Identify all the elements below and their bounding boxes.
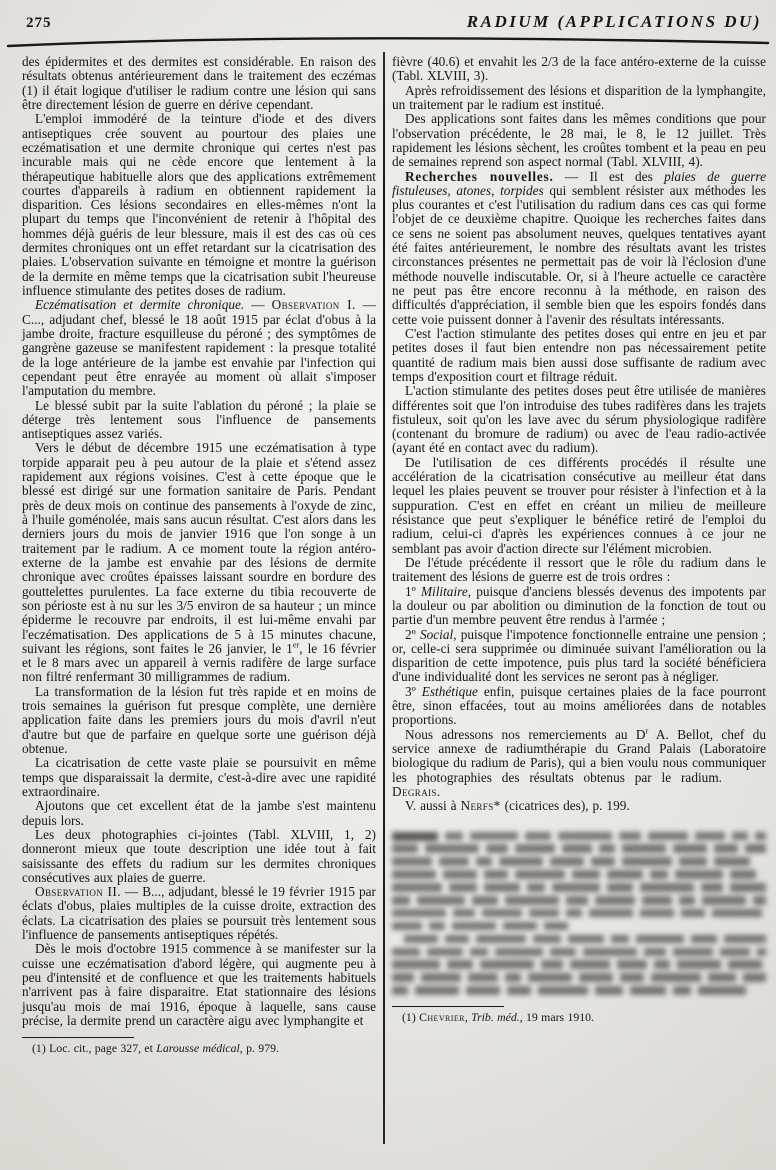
text-run: — Il est des: [553, 168, 665, 184]
paragraph: [392, 55, 766, 84]
text-run: Chevrier: [419, 1010, 465, 1025]
text-run: (cicatrices des), p. 199.: [500, 798, 630, 814]
footnote-left: [22, 1042, 376, 1056]
footnote-rule: [392, 1006, 504, 1007]
text-run: Esthétique: [421, 683, 478, 699]
text-run: ,: [464, 1010, 472, 1025]
text-run: A. Bellot, chef du service annexe de radiumthérapie du Grand Palais (Laboratoire biologique du radium de Paris), qui a bien voulu nous communiquer les photographies des résultats obtenus par le radium.: [392, 726, 766, 785]
paragraph: [392, 170, 766, 327]
column-divider: [383, 52, 385, 1144]
text-run: Le blessé subit par la suite l'ablation du péroné ; la plaie se déterge très lentement sous l'influence de pansements antiseptiques assez variés.: [22, 397, 376, 442]
text-run: , p. 979.: [239, 1041, 279, 1056]
paragraph: [392, 728, 766, 800]
text-run: plaies de guerre fistuleuses, atones, torpides: [392, 168, 766, 198]
text-run: r: [645, 726, 649, 736]
text-run: Recherches nouvelles.: [405, 168, 554, 184]
text-run: L'action stimulante des petites doses peut être utilisée de manières différentes soit que l'on introduise des tubes radifères dans les trajets fistuleux, soit qu'on les lave avec du sérum physiologique radifère (contenant du bromure de radium) ou avec de l'eau radio-activée (ayant été en contact avec du radium).: [392, 383, 766, 456]
text-run: Les deux photographies ci-jointes (Tabl. XLVIII, 1, 2) donneront mieux que toute description une idée tout à fait saisissante des effets du radium sur les dermites chroniques consécutives aux plaies de guerre.: [22, 826, 376, 885]
text-run: (1) Loc. cit., page 327, et: [32, 1041, 157, 1056]
text-run: La cicatrisation de cette vaste plaie se poursuivit en même temps que disparaissait la dermite, c'est-à-dire avec une rapidité extraordinaire.: [22, 755, 376, 799]
footnote-right: [392, 1011, 766, 1025]
paragraph: [392, 628, 766, 685]
text-run: 2º: [405, 626, 420, 642]
paragraph: [392, 384, 766, 456]
text-run: enfin, puisque certaines plaies de la face pourront être, sinon effacées, tout au moins améliorées dans de notables proportions.: [392, 683, 766, 728]
text-run: Dès le mois d'octobre 1915 commence à se manifester sur la cuisse une eczématisation d'abord légère, qui augmente peu à peu d'intensité et de confluence et que les traitements habituels n'arrivent pas à faire disparaitre. Etat stationnaire des lésions jusqu'au mois de mai 1916, époque à laquelle, sans cause précise, la dermite prend un caractère aigu avec lymphangite et: [22, 941, 376, 1028]
text-run: Après refroidissement des lésions et disparition de la lymphangite, un traitement par le radium est institué.: [392, 82, 766, 112]
paragraph: [392, 585, 766, 628]
text-run: 1º: [405, 583, 421, 599]
text-run: (1): [402, 1010, 420, 1025]
text-run: Observation II.: [35, 884, 121, 900]
paragraph: [22, 942, 376, 1028]
page-title: RADIUM (APPLICATIONS DU): [466, 12, 762, 31]
header-rule: [4, 34, 772, 50]
text-run: C'est l'action stimulante des petites doses qui entre en jeu et par petites doses il faut bien entendre non pas nécessairement petite quantité de radium mais bien aussi dose suffisante de radium avec temps d'exposition court et filtrage réduit.: [392, 325, 766, 384]
left-column: [22, 55, 376, 1056]
text-run: Degrais.: [392, 783, 441, 799]
page-number: 275: [26, 15, 52, 31]
footnote-rule: [22, 1037, 134, 1038]
text-run: , puisque d'anciens blessés devenus des impotents par la douleur ou par abolition ou diminution de la fonction de tout ou partie d'un membre peuvent être rendus à l'armée ;: [392, 583, 766, 628]
text-run: Observation I.: [271, 297, 356, 313]
paragraph: [392, 112, 766, 169]
text-run: Ajoutons que cet excellent état de la jambe s'est maintenu depuis lors.: [22, 798, 376, 828]
text-run: De l'étude précédente il ressort que le rôle du radium dans le traitement des lésions de guerre est de trois ordres :: [392, 554, 766, 585]
paragraph: [392, 84, 766, 113]
paragraph: [22, 756, 376, 799]
text-run: — B..., adjudant, blessé le 19 février 1915 par éclats d'obus, plaies multiples de la cuisse droite, extraction des éclats. La cicatrisation des plaies se poursuit très lentement sous l'influence de pansements antiseptiques répétés.: [22, 884, 376, 943]
text-run: Vers le début de décembre 1915 une eczématisation à type torpide apparait peu à peu autour de la plaie et s'étend assez rapidement aux régions voisines. C'est à cette époque que le blessé est dirigé sur une formation sanitaire de Paris. Pendant près de deux mois on continue des pansements à l'oxyde de zinc, à l'huile goménolée, mais sans aucun résultat. C'est alors dans les derniers jours du mois de janvier 1916 que l'on songe à un traitement par le radium. A ce moment toute la région antéro-externe de la jambe est envahie par des lésions de dermite chronique avec croûtes épaisses laissant sourdre en bordure des gouttelettes purulentes. La face externe du tibia recouverte de son périoste est à nu sur les 3/5 environ de sa hauteur ; un mince épiderme le recouvre par endroits, il est lui-même envahi par l'eczématisation. Des applications de 5 à 15 minutes chacune, suivant les régions, sont faites le 26 janvier, le 1: [22, 440, 376, 656]
paragraph: [22, 399, 376, 442]
paragraph: [22, 441, 376, 684]
page-header: [26, 12, 762, 32]
text-run: Nous adressons nos remerciements au D: [405, 726, 646, 742]
text-run: —: [244, 297, 272, 313]
paragraph: [22, 298, 376, 398]
blurred-text-block: [392, 830, 766, 998]
paragraph: [392, 799, 766, 813]
right-column: [392, 55, 766, 1025]
text-run: fièvre (40.6) et envahit les 2/3 de la face antéro-externe de la cuisse (Tabl. XLVIII, 3).: [392, 54, 766, 84]
text-run: Eczématisation et dermite chronique.: [35, 297, 245, 313]
text-run: V. aussi à: [405, 798, 461, 814]
text-run: Social: [419, 626, 454, 642]
text-run: , le 16 février et le 8 mars avec un appareil à vernis radifère de large surface non filtré renfermant 30 milligrammes de radium.: [22, 640, 377, 685]
text-run: Larousse médical: [156, 1041, 240, 1056]
paragraph: [22, 828, 376, 885]
text-run: Militaire: [420, 583, 468, 599]
text-run: er: [292, 640, 300, 650]
text-run: Nerfs*: [460, 798, 501, 814]
paragraph: [22, 685, 376, 757]
text-run: L'emploi immodéré de la teinture d'iode et des divers antiseptiques crée souvent au pourtour des plaies une eczématisation et une dermite chronique qui certes n'est pas incurable mais qui ne cède encore que lentement à la thérapeutique habituelle alors que des applications extrêmement courtes d'appareils à radium en obtiennent rapidement la disparition. Ces lésions secondaires en elles-mêmes n'ont la plupart du temps que l'inconvénient de retenir à l'hôpital des hommes déjà guéris de leur blessure, mais il est des cas où ces dermites chroniques ont un effet retardant sur la cicatrisation des plaies. L'observation suivante en témoigne et montre la guérison de la dermite en même temps que la cicatrisation subit l'heureuse influence stimulante des petites doses de radium.: [22, 111, 376, 298]
text-run: qui semblent résister aux méthodes les plus courantes et c'est l'utilisation du radium dans ces cas qui forme l'objet de ce deuxième chapitre. Quoique les recherches faites dans ce sens ne soient pas absolument neuves, quelques tentatives ayant été faites antérieurement, le nombre des résultats avant les tristes circonstances présentes ne permettait pas de voir là l'éclosion d'une méthode nouvelle indiscutable. Or, si à l'heure actuelle ce caractère ne peut pas être encore reconnu à la méthode, en raison des difficultés d'appréciation, il semble bien que les espoirs fondés dans cette voie puissent donner à l'avenir des résultats intéressants.: [392, 182, 766, 327]
text-run: , 19 mars 1910.: [519, 1010, 595, 1025]
text-run: La transformation de la lésion fut très rapide et en moins de trois semaines la guérison fut presque complète, une dernière application faite dans les premiers jours du mois d'avril n'eut d'autre but que de parfaire en quelque sorte une guérison déjà obtenue.: [22, 683, 376, 756]
text-run: des épidermites et des dermites est considérable. En raison des résultats obtenus antérieurement dans le traitement des eczémas (1) il était logique d'utiliser le radium contre une lésion qui sans être directement lésion de guerre en dérive cependant.: [22, 54, 376, 112]
paragraph: [392, 327, 766, 384]
paragraph: [22, 55, 376, 112]
text-run: — C..., adjudant chef, blessé le 18 août 1915 par éclat d'obus à la jambe droite, fracture esquilleuse du péroné ; des symptômes de gangrène gazeuse se manifestent rapidement : la presque totalité de la loge antérieure de la jambe est envahie par l'infection qui cependant peut être enrayée au moment où allait s'imposer l'amputation du membre.: [22, 297, 376, 399]
paragraph: [392, 456, 766, 556]
paragraph: [22, 799, 376, 828]
text-run: De l'utilisation de ces différents procédés il résulte une accélération de la cicatrisation consécutive au meilleur état dans lequel les plaies peuvent se trouver pour résister à l'infection et à la suppuration. C'est en effet en créant un milieu de meilleure résistance que peut s'expliquer le bénéfice retiré de l'emploi du radium, celui-ci d'après les expériences connues à ce jour ne semblant pas avoir d'action directe sur l'élément microbien.: [392, 454, 766, 556]
text-run: 3º: [405, 683, 422, 699]
text-run: Des applications sont faites dans les mêmes conditions que pour l'observation précédente, le 28 mai, le 8, le 12 juillet. Très rapidement les lésions sèchent, les croûtes tombent et la peau en peu de semaines reprend son aspect normal (Tabl. XLVIII, 4).: [392, 111, 766, 170]
text-run: , puisque l'impotence fonctionnelle entraine une pension ; or, celle-ci sera supprimée ou diminuée suivant l'amélioration ou la disparition de cette impotence, puis plus tard la société bénéficiera d'une individualité dont les services ne seront pas à négliger.: [392, 626, 767, 685]
paragraph: [392, 685, 766, 728]
paragraph: [392, 556, 766, 585]
paragraph: [22, 112, 376, 298]
paragraph: [22, 885, 376, 942]
text-run: Trib. méd.: [471, 1010, 520, 1025]
